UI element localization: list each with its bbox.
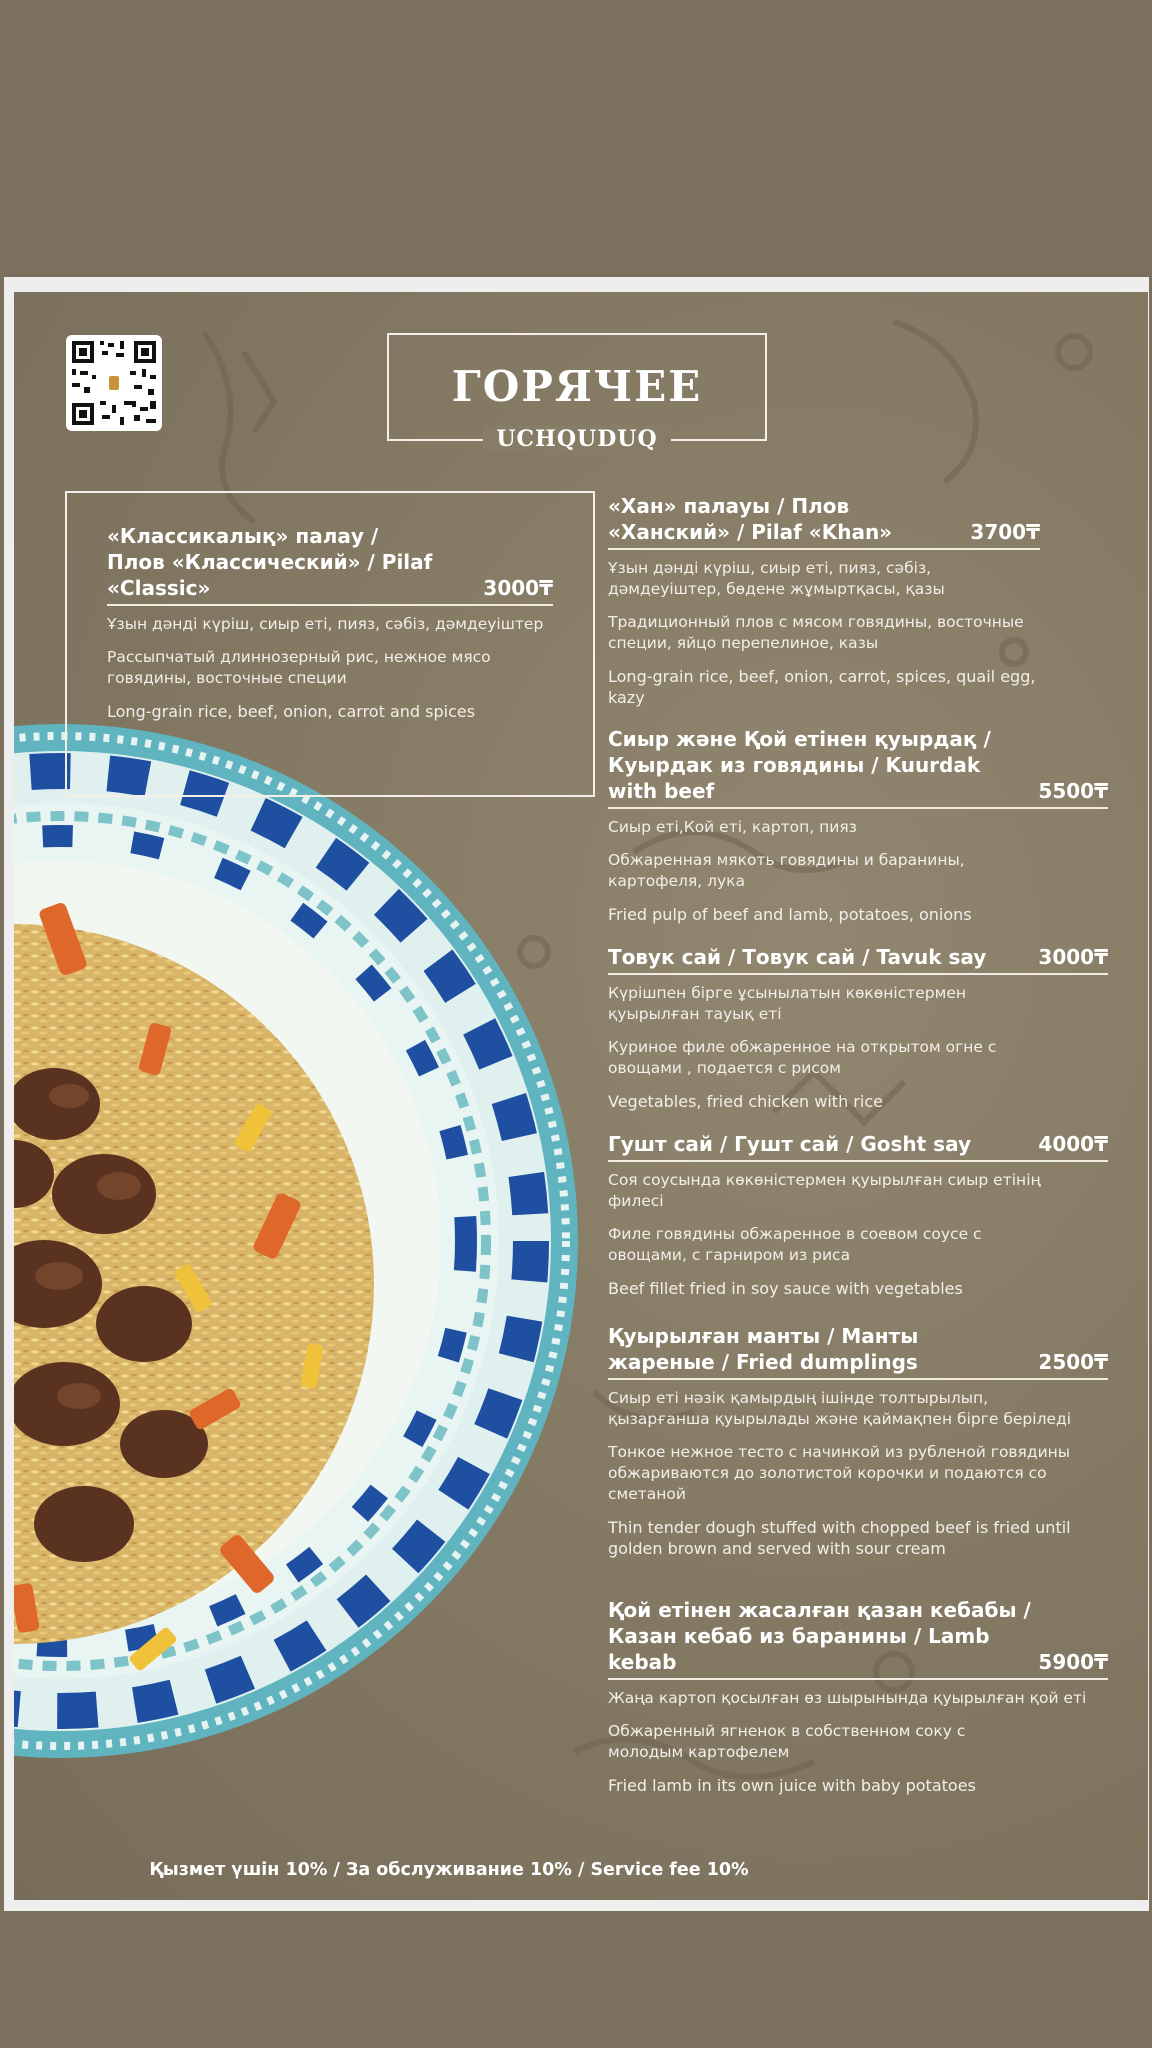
divider — [608, 1678, 1108, 1680]
item-price: 5500₸ — [1038, 779, 1108, 803]
qr-code[interactable] — [66, 335, 162, 431]
item-desc-ru: Обжаренный ягненок в собственном соку с молодым картофелем — [608, 1722, 966, 1761]
item-desc-ru: Куриное филе обжаренное на открытом огне с овощами , подается с рисом — [608, 1038, 997, 1077]
item-desc-en: Beef fillet fried in soy sauce with vegetables — [608, 1279, 963, 1298]
item-desc-kz: Сиыр еті нәзік қамырдың ішінде толтырылып, қызарғанша қуырылады және қаймақпен бірге беріледі — [608, 1389, 1072, 1428]
item-desc-en: Long-grain rice, beef, onion, carrot and spices — [107, 702, 476, 721]
item-name: Қой етінен жасалған қазан кебабы / Казан кебаб из баранины / Lamb kebab — [608, 1598, 1031, 1674]
item-desc-en: Vegetables, fried chicken with rice — [608, 1092, 883, 1111]
qr-code-icon — [66, 335, 162, 431]
item-price: 3000₸ — [1038, 945, 1108, 969]
item-price: 4000₸ — [1038, 1132, 1108, 1156]
menu-item[interactable] — [107, 523, 553, 734]
item-desc-kz: Күрішпен бірге ұсынылатын көкөністермен қуырылған тауық еті — [608, 984, 967, 1023]
divider — [107, 604, 553, 606]
item-price: 2500₸ — [1038, 1350, 1108, 1374]
item-title — [608, 1131, 1108, 1157]
service-fee-note: Қызмет үшін 10% / За обслуживание 10% / Service fee 10% — [149, 1860, 749, 1880]
item-desc-kz: Сиыр еті,Кой еті, картоп, пияз — [608, 818, 857, 836]
item-name: Гушт сай / Гушт сай / Gosht say — [608, 1132, 971, 1156]
divider — [608, 548, 1040, 550]
menu-item[interactable] — [608, 493, 1040, 720]
item-desc-kz: Ұзын дәнді күріш, сиыр еті, пияз, сәбіз, дәмдеуіштер — [107, 615, 544, 633]
menu-item[interactable] — [608, 1323, 1108, 1571]
item-title — [608, 1597, 1108, 1675]
page-title: ГОРЯЧЕЕ — [451, 362, 703, 411]
item-price: 3700₸ — [970, 520, 1040, 544]
item-title — [107, 523, 553, 601]
divider — [608, 807, 1108, 809]
divider — [608, 973, 1108, 975]
item-name: Қуырылған манты / Манты жареные / Fried dumplings — [608, 1324, 919, 1374]
item-desc-kz: Жаңа картоп қосылған өз шырынында қуырылған қой еті — [608, 1689, 1087, 1707]
item-title — [608, 726, 1108, 804]
menu-item[interactable] — [608, 1597, 1108, 1808]
item-desc-kz: Ұзын дәнді күріш, сиыр еті, пияз, сәбіз, дәмдеуіштер, бөдене жұмыртқасы, қазы — [608, 559, 945, 598]
item-desc-en: Fried pulp of beef and lamb, potatoes, onions — [608, 905, 972, 924]
restaurant-name: UCHQUDUQ — [483, 426, 671, 452]
menu-page — [14, 292, 1148, 1900]
item-title — [608, 1323, 1108, 1375]
menu-item[interactable] — [608, 1131, 1108, 1311]
item-desc-ru: Тонкое нежное тесто с начинкой из рубленой говядины обжариваются до золотистой корочки и подаются со сметаной — [608, 1443, 1071, 1503]
item-name: «Классикалық» палау / Плов «Классический» / Pilaf «Classic» — [107, 524, 433, 600]
item-desc-en: Thin tender dough stuffed with chopped beef is fried until golden brown and served with sour cream — [608, 1518, 1071, 1558]
item-desc-en: Long-grain rice, beef, onion, carrot, spices, quail egg, kazy — [608, 667, 1036, 707]
item-title — [608, 944, 1108, 970]
item-name: Сиыр және Қой етінен қуырдақ / Куырдак из говядины / Kuurdak with beef — [608, 727, 991, 803]
item-name: Товук сай / Товук сай / Tavuk say — [608, 945, 987, 969]
menu-item[interactable] — [608, 726, 1108, 937]
item-desc-kz: Соя соусында көкөністермен қуырылған сиыр етінің филесі — [608, 1171, 1041, 1210]
item-desc-ru: Рассыпчатый длиннозерный рис, нежное мясо говядины, восточные специи — [107, 648, 491, 687]
item-desc-ru: Обжаренная мякоть говядины и баранины, картофеля, лука — [608, 851, 965, 890]
item-desc-en: Fried lamb in its own juice with baby potatoes — [608, 1776, 976, 1795]
divider — [608, 1378, 1108, 1380]
item-title — [608, 493, 1040, 545]
item-price: 3000₸ — [483, 576, 553, 600]
item-price: 5900₸ — [1038, 1650, 1108, 1674]
menu-item[interactable] — [608, 944, 1108, 1124]
divider — [608, 1160, 1108, 1162]
item-name: «Хан» палауы / Плов «Ханский» / Pilaf «Khan» — [608, 494, 893, 544]
item-desc-ru: Филе говядины обжаренное в соевом соусе с овощами, с гарниром из риса — [608, 1225, 982, 1264]
item-desc-ru: Традиционный плов с мясом говядины, восточные специи, яйцо перепелиное, казы — [608, 613, 1024, 652]
